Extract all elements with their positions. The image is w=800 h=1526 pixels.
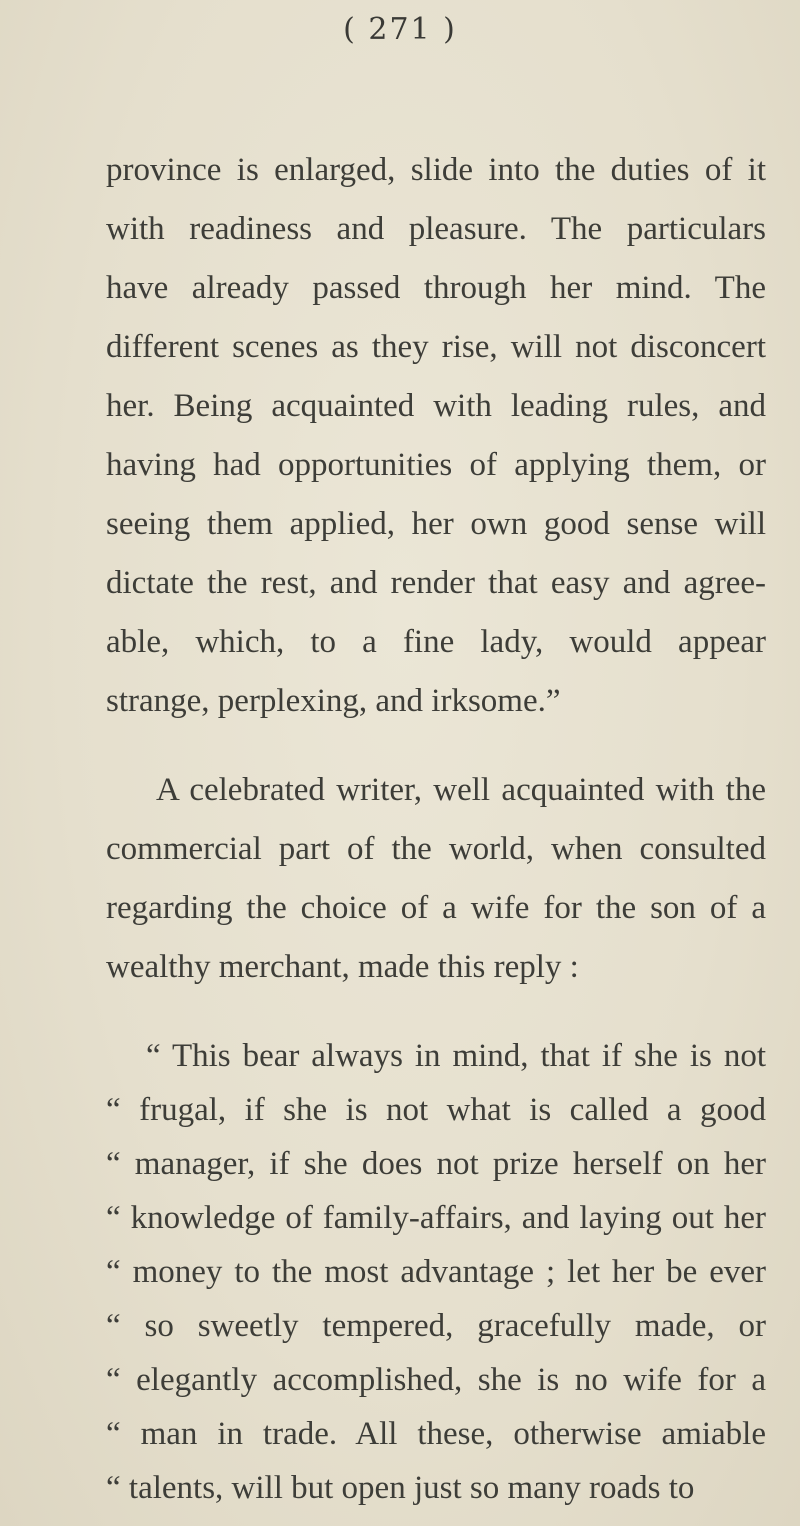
text-line: “ frugal, if she is not what is called a good xyxy=(106,1092,766,1128)
text-line: “ talents, will but open just so many roads to xyxy=(106,1470,695,1506)
text-line: able, which, to a fine lady, would appear xyxy=(106,624,766,660)
text-line: “ This bear always in mind, that if she is not xyxy=(146,1038,766,1074)
text-line: wealthy merchant, made this reply : xyxy=(106,949,579,985)
text-line: “ money to the most advantage ; let her be ever xyxy=(106,1254,766,1290)
text-line: regarding the choice of a wife for the son of a xyxy=(106,890,766,926)
page-number: ( 271 ) xyxy=(343,12,457,47)
text-line: “ elegantly accomplished, she is no wife for a xyxy=(106,1362,766,1398)
text-line: A celebrated writer, well acquainted with the xyxy=(156,772,766,808)
text-line: strange, perplexing, and irksome.” xyxy=(106,683,561,719)
text-line: “ manager, if she does not prize herself on her xyxy=(106,1146,766,1182)
text-line: commercial part of the world, when consulted xyxy=(106,831,766,867)
text-line: her. Being acquainted with leading rules, and xyxy=(106,388,766,424)
text-line: have already passed through her mind. The xyxy=(106,270,766,306)
text-line: “ knowledge of family-affairs, and laying out her xyxy=(106,1200,766,1236)
text-line: “ man in trade. All these, otherwise amiable xyxy=(106,1416,766,1452)
text-line: “ so sweetly tempered, gracefully made, or xyxy=(106,1308,766,1344)
text-line: dictate the rest, and render that easy and agree- xyxy=(106,565,766,601)
text-line: with readiness and pleasure. The particulars xyxy=(106,211,766,247)
text-line: seeing them applied, her own good sense will xyxy=(106,506,766,542)
text-line: having had opportunities of applying them, or xyxy=(106,447,766,483)
text-line: different scenes as they rise, will not disconcert xyxy=(106,329,766,365)
text-line: province is enlarged, slide into the duties of it xyxy=(106,152,766,188)
